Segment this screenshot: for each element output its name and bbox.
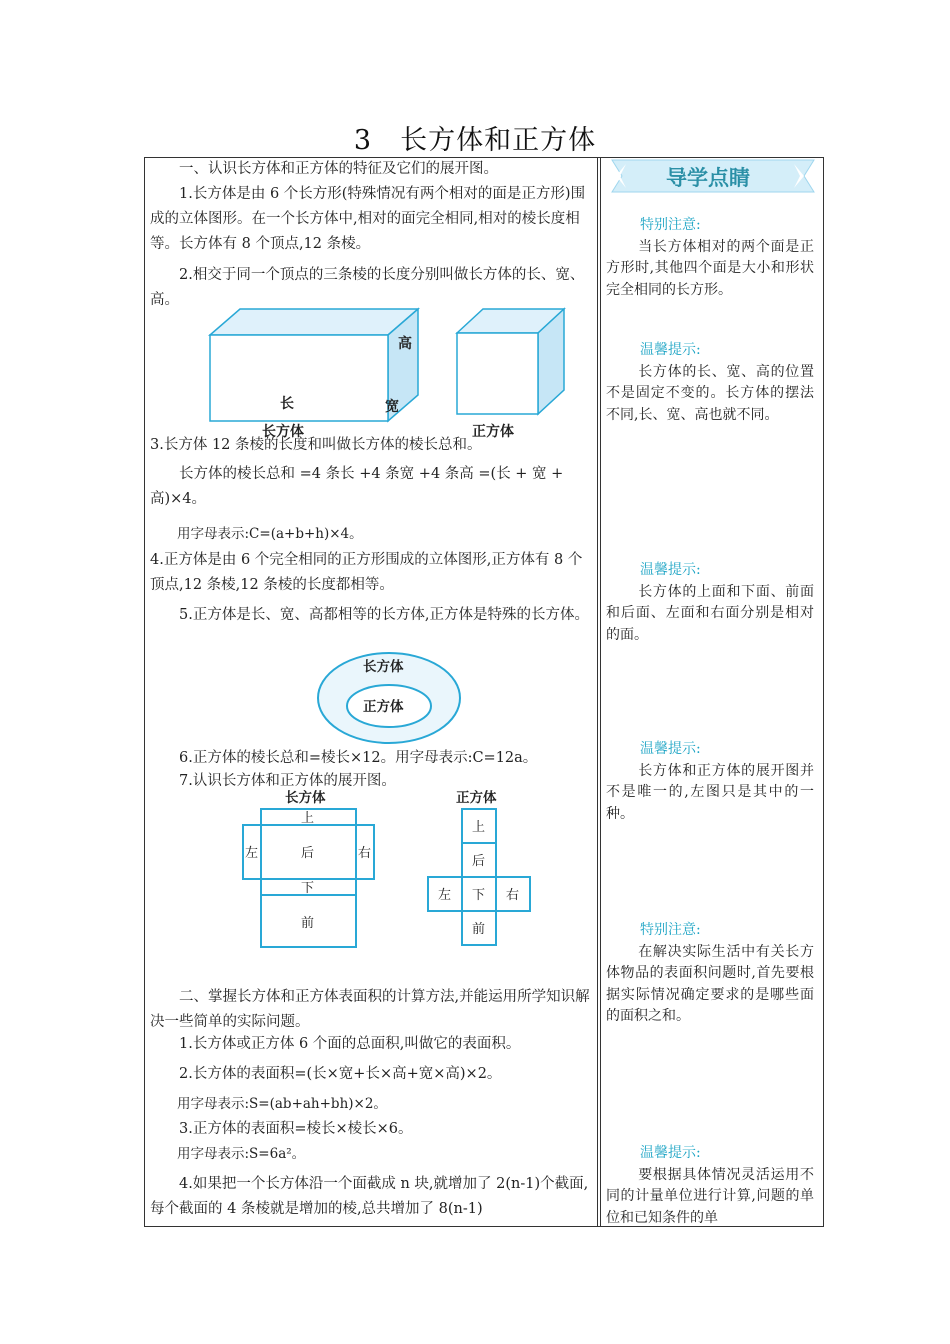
cuboid-cube-figure (200, 303, 580, 438)
column-divider (597, 157, 601, 1227)
net-cube-bottom: 下 (472, 888, 486, 903)
guide-banner (608, 158, 820, 194)
sidebar-note-1 (606, 215, 814, 301)
note-heading: 特别注意: (640, 217, 701, 233)
page-title: 3 长方体和正方体 (353, 125, 597, 156)
surface-area-definition: 1.长方体或正方体 6 个面的总面积,叫做它的表面积。 (179, 1036, 521, 1052)
cuboid-surface-formula: 2.长方体的表面积=(长×宽+长×高+宽×高)×2。 (179, 1066, 502, 1082)
banner-title: 导学点睛 (666, 166, 750, 190)
note-body: 当长方体相对的两个面是正方形时,其他四个面是大小和形状完全相同的长方形。 (606, 238, 814, 298)
net-cube-back: 后 (472, 854, 486, 869)
label-length: 长 (280, 396, 294, 412)
sidebar-note-5 (606, 920, 814, 1028)
net-heading: 7.认识长方体和正方体的展开图。 (179, 773, 396, 789)
cuboid-definition: 1.长方体是由 6 个长方形(特殊情况有两个相对的面是正方形)围成的立体图形。在一个长方体中,相对的面完全相同,相对的棱长度相等。长方体有 8 个顶点,12 条棱。 (150, 186, 586, 252)
nets-figure (235, 789, 545, 949)
note-heading: 温馨提示: (640, 342, 701, 358)
net-cuboid-back: 后 (301, 846, 315, 861)
sidebar-note-2 (606, 340, 814, 426)
note-heading: 温馨提示: (640, 562, 701, 578)
cuboid-surface-letter-formula: 用字母表示:S=(ab+ah+bh)×2。 (177, 1096, 387, 1112)
net-cube-front: 前 (472, 922, 486, 937)
sidebar-note-6 (606, 1143, 814, 1226)
note-body: 在解决实际生活中有关长方体物品的表面积问题时,首先要根据实际情况确定要求的是哪些面的面积之和。 (606, 943, 814, 1024)
net-cube-left: 左 (438, 888, 452, 903)
cube-definition: 4.正方体是由 6 个完全相同的正方形围成的立体图形,正方体有 8 个顶点,12 条棱,12 条棱的长度都相等。 (150, 552, 583, 593)
note-body: 长方体和正方体的展开图并不是唯一的,左图只是其中的一种。 (606, 762, 814, 822)
net-cuboid-title: 长方体 (285, 790, 326, 806)
section-heading-1: 一、认识长方体和正方体的特征及它们的展开图。 (179, 161, 498, 177)
edge-sum-definition: 3.长方体 12 条棱的长度和叫做长方体的棱长总和。 (150, 437, 482, 453)
venn-inner-label: 正方体 (363, 699, 404, 715)
net-cuboid-right: 右 (358, 846, 372, 861)
net-cube-top: 上 (472, 820, 486, 835)
label-width: 宽 (385, 399, 399, 415)
net-cuboid-front: 前 (301, 916, 315, 931)
length-width-height-definition: 2.相交于同一个顶点的三条棱的长度分别叫做长方体的长、宽、高。 (150, 267, 585, 308)
note-body: 长方体的上面和下面、前面和后面、左面和右面分别是相对的面。 (606, 583, 814, 643)
label-height: 高 (398, 336, 412, 352)
note-heading: 温馨提示: (640, 741, 701, 757)
section-heading-2: 二、掌握长方体和正方体表面积的计算方法,并能运用所学知识解决一些简单的实际问题。 (150, 989, 590, 1030)
note-heading: 温馨提示: (640, 1145, 701, 1161)
cube-special-cuboid: 5.正方体是长、宽、高都相等的长方体,正方体是特殊的长方体。 (179, 607, 589, 623)
cube-edge-sum: 6.正方体的棱长总和=棱长×12。用字母表示:C=12a。 (179, 750, 538, 766)
note-body: 长方体的长、宽、高的位置不是固定不变的。长方体的摆法不同,长、宽、高也就不同。 (606, 363, 814, 423)
cube-surface-formula: 3.正方体的表面积=棱长×棱长×6。 (179, 1121, 413, 1137)
venn-outer-label: 长方体 (363, 659, 404, 675)
cuboid-caption: 长方体 (262, 424, 304, 438)
net-cuboid-left: 左 (245, 846, 259, 861)
venn-diagram (315, 650, 463, 746)
net-cube-right: 右 (506, 888, 520, 903)
cube-caption: 正方体 (472, 424, 514, 438)
net-cuboid-top: 上 (301, 811, 315, 826)
cutting-rule: 4.如果把一个长方体沿一个面截成 n 块,就增加了 2(n-1)个截面,每个截面的 4 条棱就是增加的棱,总共增加了 8(n-1) (150, 1176, 589, 1217)
note-heading: 特别注意: (640, 922, 701, 938)
edge-sum-letter-formula: 用字母表示:C=(a+b+h)×4。 (177, 526, 363, 542)
sidebar-note-3 (606, 560, 814, 646)
edge-sum-formula: 长方体的棱长总和 =4 条长 +4 条宽 +4 条高 =(长 + 宽 + 高)×4。 (150, 466, 564, 507)
sidebar-note-4 (606, 739, 814, 825)
net-cuboid-bottom: 下 (301, 881, 315, 896)
net-cube-title: 正方体 (456, 790, 497, 806)
cube-surface-letter-formula: 用字母表示:S=6a²。 (177, 1146, 306, 1162)
note-body: 要根据具体情况灵活运用不同的计量单位进行计算,问题的单位和已知条件的单 (606, 1166, 814, 1226)
